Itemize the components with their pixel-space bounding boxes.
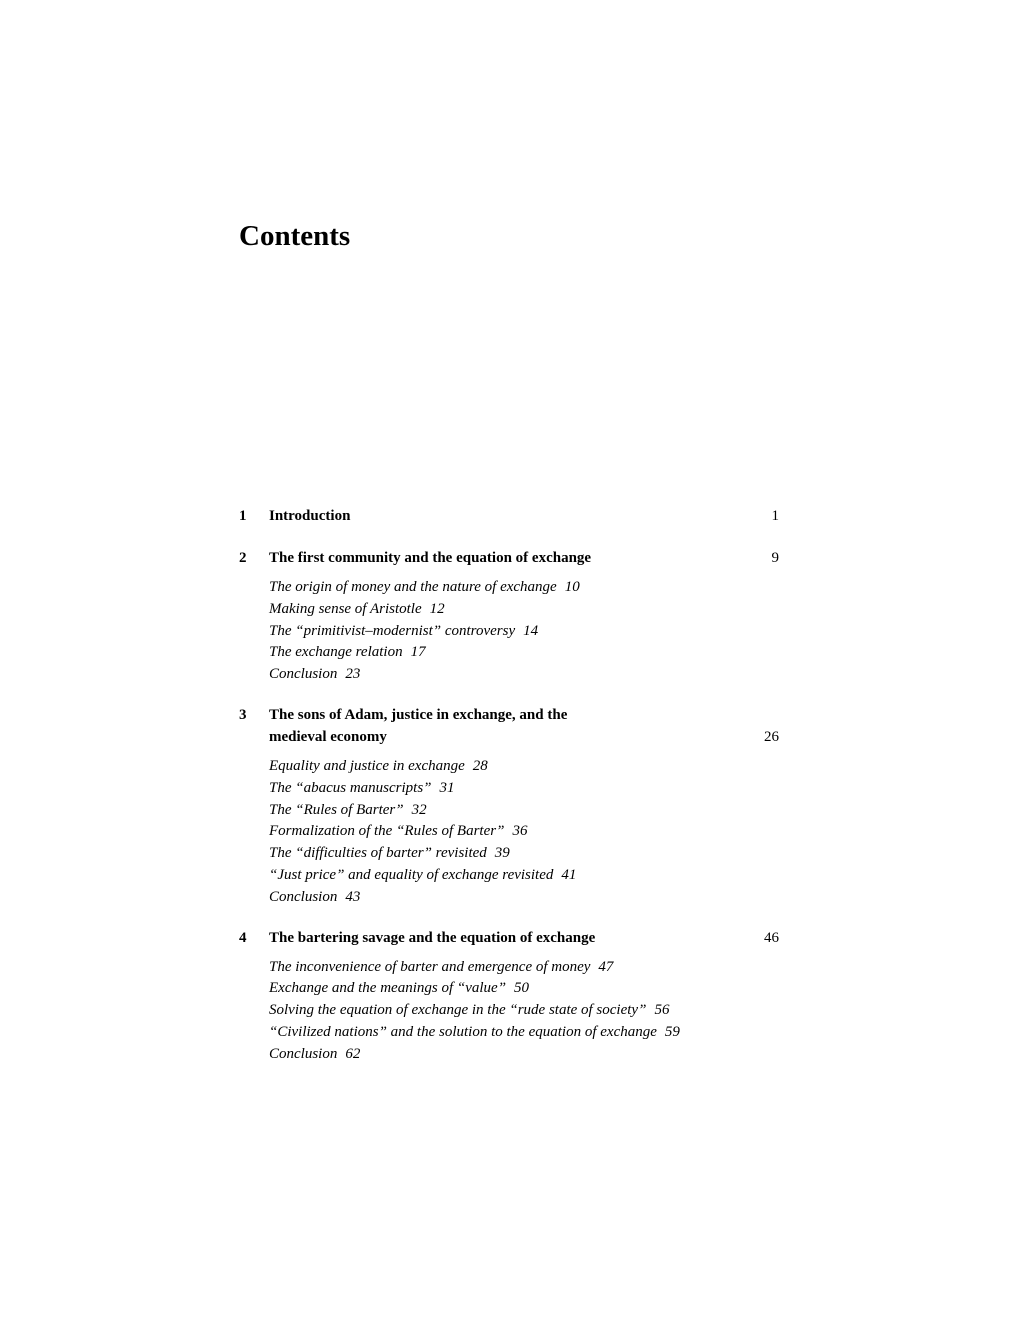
section-item[interactable] (269, 756, 779, 778)
section-title: Solving the equation of exchange in the “rude state of society” (269, 1002, 647, 1019)
section-item[interactable] (269, 621, 779, 643)
section-item[interactable] (269, 1022, 779, 1044)
section-title: The “Rules of Barter” (269, 801, 404, 818)
section-item[interactable] (269, 664, 779, 686)
section-title: The “abacus manuscripts” (269, 779, 432, 796)
section-title: “Just price” and equality of exchange revisited (269, 866, 554, 883)
section-list (269, 957, 779, 1066)
section-list (269, 577, 779, 686)
section-title: The “difficulties of barter” revisited (269, 845, 487, 862)
chapter-page: 9 (771, 550, 779, 566)
section-page: 17 (410, 644, 426, 661)
chapter-heading[interactable] (239, 704, 779, 748)
section-page: 32 (411, 801, 427, 818)
section-title: The exchange relation (269, 644, 403, 661)
section-page: 43 (345, 888, 361, 905)
chapter-heading[interactable] (239, 547, 779, 569)
section-page: 28 (472, 757, 488, 774)
chapter-page: 46 (764, 929, 779, 946)
page-title: Contents (239, 220, 351, 252)
section-page: 39 (494, 845, 510, 862)
table-of-contents (239, 505, 779, 1066)
chapter-title: The first community and the equation of exchange (269, 550, 592, 566)
section-title: The origin of money and the nature of exchange (269, 579, 557, 595)
section-list (269, 756, 779, 909)
section-page: 59 (664, 1023, 680, 1040)
section-page: 36 (512, 823, 528, 840)
section-item[interactable] (269, 865, 779, 887)
section-title: The inconvenience of barter and emergence of money (269, 958, 591, 975)
section-item[interactable] (269, 843, 779, 865)
section-item[interactable] (269, 800, 779, 822)
section-page: 23 (345, 666, 361, 683)
section-item[interactable] (269, 821, 779, 843)
chapter-number: 3 (239, 706, 247, 723)
section-title: The “primitivist–modernist” controversy (269, 622, 516, 639)
section-page: 10 (564, 579, 580, 595)
section-item[interactable] (269, 978, 779, 1000)
section-page: 31 (439, 779, 455, 796)
chapter-page: 26 (764, 728, 779, 745)
section-page: 56 (654, 1002, 670, 1019)
section-title: Conclusion (269, 1045, 338, 1062)
chapter-title: Introduction (269, 508, 351, 524)
chapter-page: 1 (771, 508, 779, 524)
section-item[interactable] (269, 887, 779, 909)
chapter-title: The bartering savage and the equation of exchange (269, 929, 596, 946)
section-title: Conclusion (269, 666, 338, 683)
section-item[interactable] (269, 778, 779, 800)
section-title: Conclusion (269, 888, 338, 905)
section-item[interactable] (269, 957, 779, 979)
section-page: 41 (561, 866, 577, 883)
chapter-number: 1 (239, 508, 247, 524)
section-page: 62 (345, 1045, 361, 1062)
section-item[interactable] (269, 1044, 779, 1066)
section-page: 14 (523, 622, 539, 639)
chapter-number: 2 (239, 550, 247, 566)
section-item[interactable] (269, 1000, 779, 1022)
chapter-title: The sons of Adam, justice in exchange, and the medieval economy (269, 706, 568, 745)
chapter-2 (239, 547, 779, 686)
section-item[interactable] (269, 642, 779, 664)
chapter-1 (239, 505, 779, 527)
chapter-4 (239, 927, 779, 1066)
section-page: 47 (598, 958, 614, 975)
chapter-heading[interactable] (239, 505, 779, 527)
section-item[interactable] (269, 599, 779, 621)
chapter-3 (239, 704, 779, 909)
section-page: 12 (429, 600, 445, 617)
section-title: Formalization of the “Rules of Barter” (269, 823, 505, 840)
section-item[interactable] (269, 577, 779, 599)
section-title: Exchange and the meanings of “value” (269, 980, 507, 997)
section-page: 50 (514, 980, 530, 997)
section-title: “Civilized nations” and the solution to the equation of exchange (269, 1023, 657, 1040)
chapter-heading[interactable] (239, 927, 779, 949)
section-title: Making sense of Aristotle (269, 600, 422, 617)
section-title: Equality and justice in exchange (269, 757, 465, 774)
chapter-number: 4 (239, 929, 247, 946)
